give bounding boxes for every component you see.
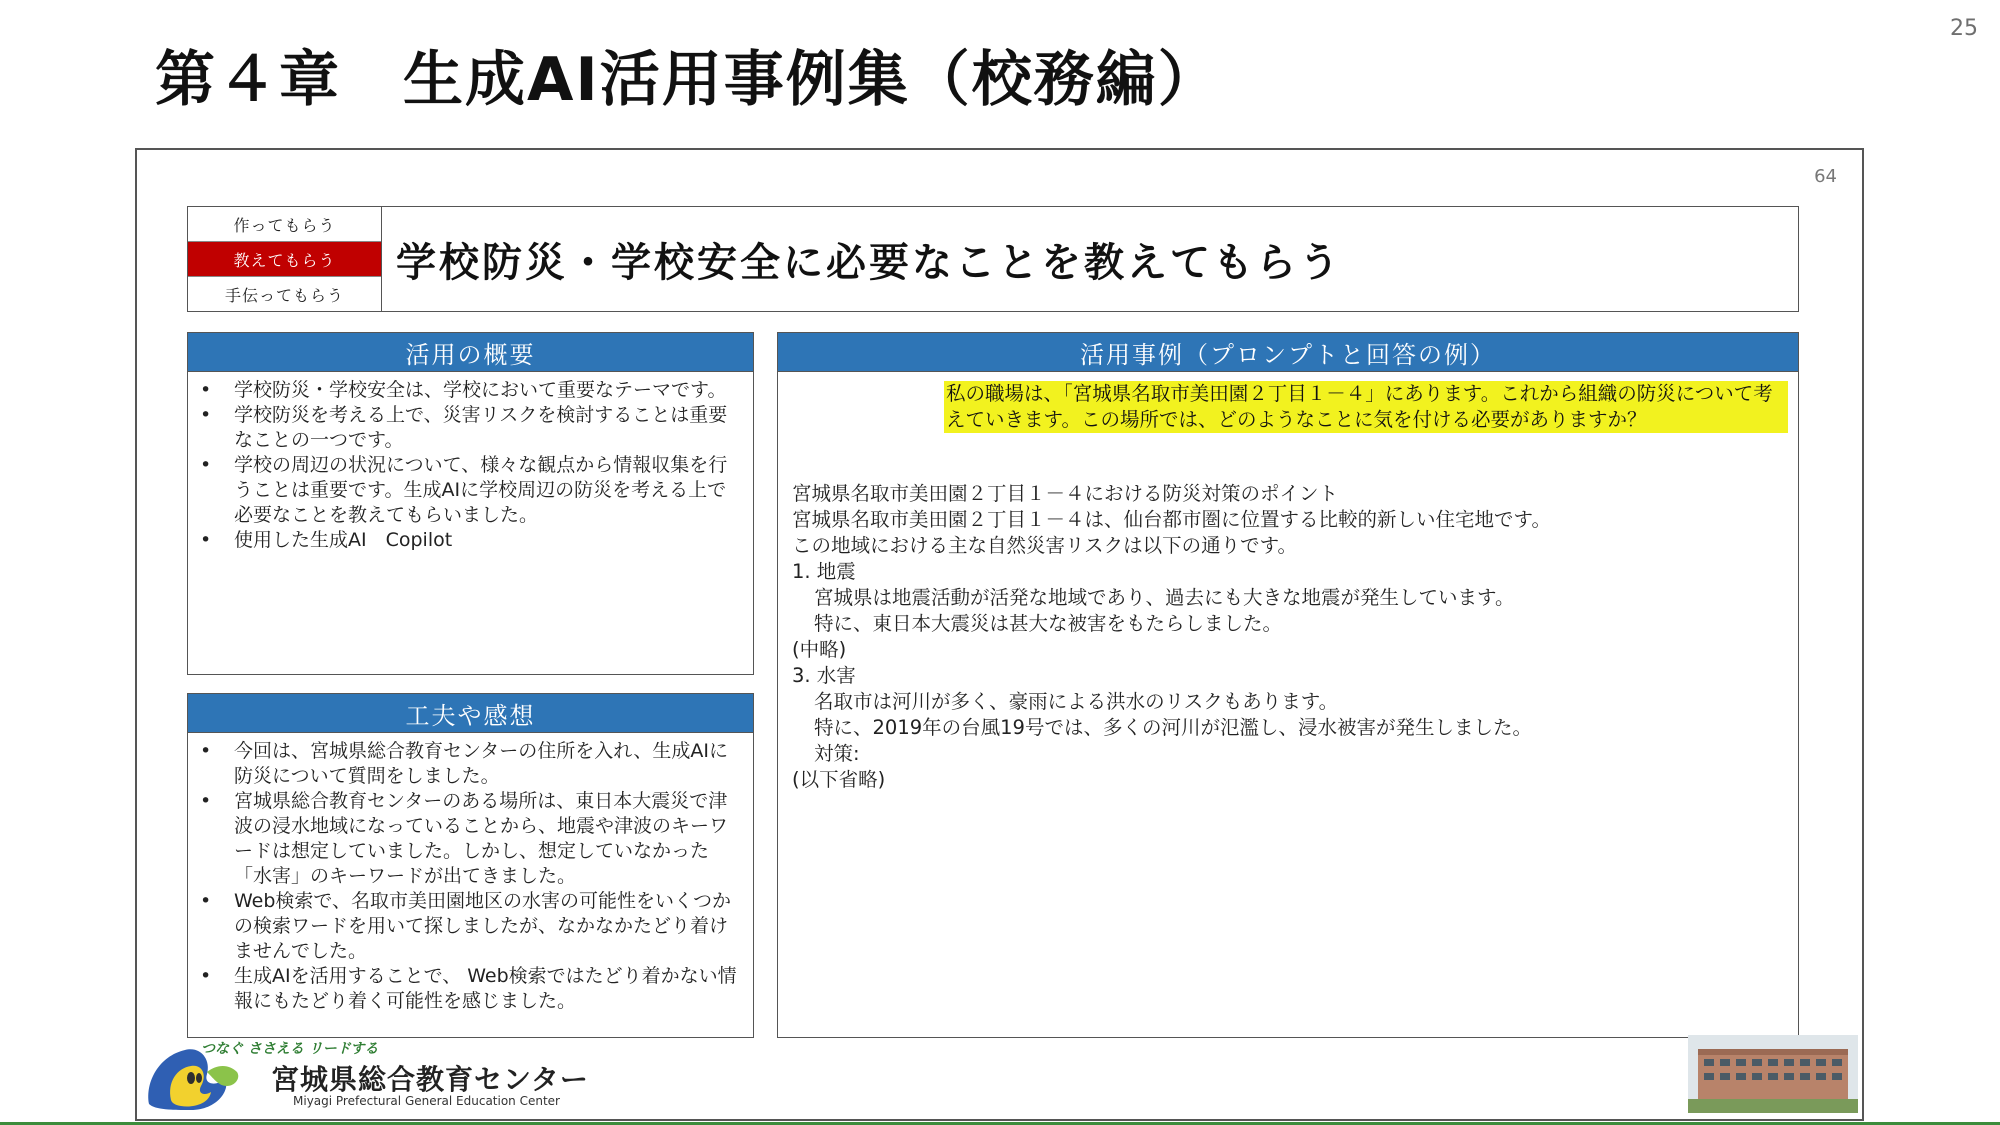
org-tagline: つなぐ ささえる リードする <box>201 1041 379 1057</box>
overview-list <box>188 372 753 553</box>
overview-header: 活用の概要 <box>188 333 753 372</box>
tips-list <box>188 733 753 1014</box>
answer-line: 3. 水害 <box>792 664 856 687</box>
answer-line: (中略) <box>792 638 847 661</box>
answer-line: 宮城県は地震活動が活発な地域であり、過去にも大きな地震が発生しています。 <box>814 586 1515 609</box>
list-item: • 宮城県総合教育センターのある場所は、東日本大震災で津波の浸水地域になっていることから、地震や津波のキーワードは想定していました。しかし、想定していなかった「水害」のキーワードが出てきました。 <box>196 789 741 889</box>
answer-line: 宮城県名取市美田園２丁目１－４は、仙台都市圏に位置する比較的新しい住宅地です。 <box>792 508 1551 531</box>
slide-number: 64 <box>1814 166 1837 187</box>
slide-frame <box>135 148 1864 1121</box>
list-item: • 使用した生成AI Copilot <box>196 528 741 553</box>
prompt-text: 私の職場は、「宮城県名取市美田園２丁目１－４」にあります。これから組織の防災について考えていきます。この場所では、どのようなことに気を付ける必要がありますか？ <box>944 381 1788 433</box>
list-item: • 生成AIを活用することで、 Web検索ではたどり着かない情報にもたどり着く可能性を感じました。 <box>196 964 741 1014</box>
mode-item-teach: 教えてもらう <box>188 242 381 277</box>
list-item: • 学校の周辺の状況について、様々な観点から情報収集を行うことは重要です。生成AIに学校周辺の防災を考える上で必要なことを教えてもらいました。 <box>196 453 741 528</box>
answer-line: 名取市は河川が多く、豪雨による洪水のリスクもあります。 <box>814 690 1339 713</box>
slide-title: 学校防災・学校安全に必要なことを教えてもらう <box>396 239 1342 286</box>
list-item: • 学校防災・学校安全は、学校において重要なテーマです。 <box>196 378 741 403</box>
mode-item-help: 手伝ってもらう <box>224 285 344 305</box>
example-panel <box>777 332 1799 1038</box>
org-logo <box>141 1034 661 1114</box>
answer-line: 宮城県名取市美田園２丁目１－４における防災対策のポイント <box>792 482 1339 505</box>
list-item: • 学校防災を考える上で、災害リスクを検討することは重要なことの一つです。 <box>196 403 741 453</box>
answer-line: (以下省略) <box>792 768 886 791</box>
slide-header <box>187 206 1799 312</box>
page-number: 25 <box>1950 16 1978 41</box>
mode-item-make: 作ってもらう <box>188 207 381 242</box>
answer-line: この地域における主な自然災害リスクは以下の通りです。 <box>792 534 1298 557</box>
building-photo-icon <box>1688 1035 1858 1113</box>
tips-header: 工夫や感想 <box>188 694 753 733</box>
tips-panel <box>187 693 754 1038</box>
example-header: 活用事例（プロンプトと回答の例） <box>778 333 1798 372</box>
answer-line: 特に、東日本大震災は甚大な被害をもたらしました。 <box>814 612 1283 635</box>
answer-line: 特に、2019年の台風19号では、多くの河川が氾濫し、浸水被害が発生しました。 <box>814 716 1532 739</box>
overview-panel <box>187 332 754 675</box>
list-item: • 今回は、宮城県総合教育センターの住所を入れ、生成AIに防災について質問をしました。 <box>196 739 741 789</box>
org-name: 宮城県総合教育センター <box>271 1063 589 1096</box>
chapter-title: 第４章 生成AI活用事例集（校務編） <box>155 45 1220 115</box>
mode-list <box>188 207 382 311</box>
answer-line: 1. 地震 <box>792 560 856 583</box>
org-name-en: Miyagi Prefectural General Education Center <box>293 1094 560 1108</box>
answer-line: 対策: <box>814 742 860 765</box>
answer-text <box>792 481 1752 793</box>
list-item: • Web検索で、名取市美田園地区の水害の可能性をいくつかの検索ワードを用いて探しましたが、なかなかたどり着けませんでした。 <box>196 889 741 964</box>
